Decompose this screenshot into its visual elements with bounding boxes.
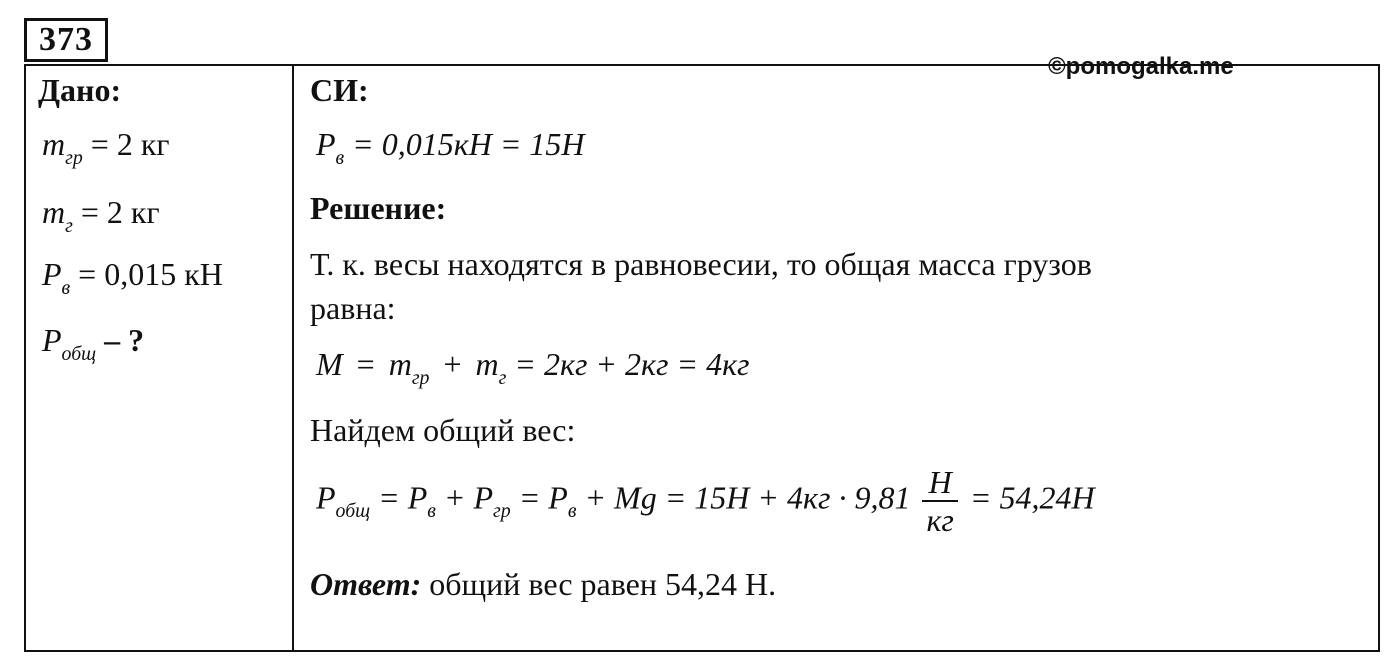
- si-subscript: в: [335, 146, 345, 169]
- given-line-mass-weight: [42, 194, 160, 237]
- formula-subscript: гр: [493, 500, 511, 523]
- si-heading: СИ:: [310, 72, 369, 108]
- formula-subscript: в: [427, 500, 436, 523]
- given-line-unknown: [42, 322, 145, 365]
- given-symbol: P: [42, 256, 62, 292]
- given-subscript: общ: [61, 342, 97, 365]
- answer-text: общий вес равен 54,24 Н.: [421, 566, 777, 602]
- fraction-denominator: кг: [926, 502, 954, 538]
- unit-fraction: [922, 464, 957, 538]
- formula-operator: +: [443, 346, 462, 382]
- formula-term: = P: [378, 479, 428, 516]
- given-line-mass-cargo: [42, 126, 170, 169]
- given-value: = 2 кг: [90, 126, 170, 162]
- watermark: ©pomogalka.me: [1048, 53, 1234, 80]
- formula-term: = 2кг + 2кг = 4кг: [514, 346, 750, 382]
- formula-term: m: [388, 346, 412, 382]
- given-symbol: m: [42, 194, 66, 230]
- given-line-weight: [42, 256, 223, 299]
- formula-term: = P: [518, 479, 568, 516]
- solution-text-line2: равна:: [310, 290, 396, 326]
- given-symbol: P: [42, 322, 62, 358]
- formula-subscript: в: [567, 500, 577, 523]
- answer-line: [310, 566, 776, 603]
- given-value: = 2 кг: [80, 194, 160, 230]
- solution-heading: Решение:: [310, 190, 447, 226]
- problem-number: 373: [24, 18, 108, 62]
- given-heading: Дано:: [38, 72, 122, 108]
- given-unknown-mark: – ?: [104, 322, 145, 358]
- formula-term: P: [316, 479, 336, 516]
- given-value: = 0,015 кН: [78, 256, 223, 292]
- solution-text-line1: Т. к. весы находятся в равновесии, то общая масса грузов: [310, 246, 1092, 282]
- fraction-numerator: Н: [922, 464, 957, 502]
- si-symbol: P: [316, 126, 336, 162]
- formula-term: M: [316, 346, 343, 382]
- si-expression: = 0,015кН = 15Н: [352, 126, 585, 162]
- mass-formula: [316, 346, 750, 389]
- given-subscript: г: [65, 214, 73, 237]
- formula-term: + P: [443, 479, 494, 516]
- formula-subscript: г: [498, 366, 507, 389]
- formula-operator: =: [356, 346, 375, 382]
- formula-term: + Mg = 15Н + 4кг · 9,81: [584, 479, 911, 516]
- column-divider: [292, 64, 294, 652]
- formula-term: m: [475, 346, 499, 382]
- formula-subscript: гр: [411, 366, 430, 389]
- si-formula: [316, 126, 585, 169]
- answer-label: Ответ:: [310, 566, 422, 602]
- given-symbol: m: [42, 126, 66, 162]
- given-subscript: гр: [65, 146, 83, 169]
- given-subscript: в: [61, 276, 71, 299]
- formula-term: = 54,24Н: [969, 479, 1095, 516]
- formula-subscript: общ: [335, 500, 371, 523]
- solution-text-line3: Найдем общий вес:: [310, 412, 576, 448]
- weight-formula: [316, 464, 1095, 538]
